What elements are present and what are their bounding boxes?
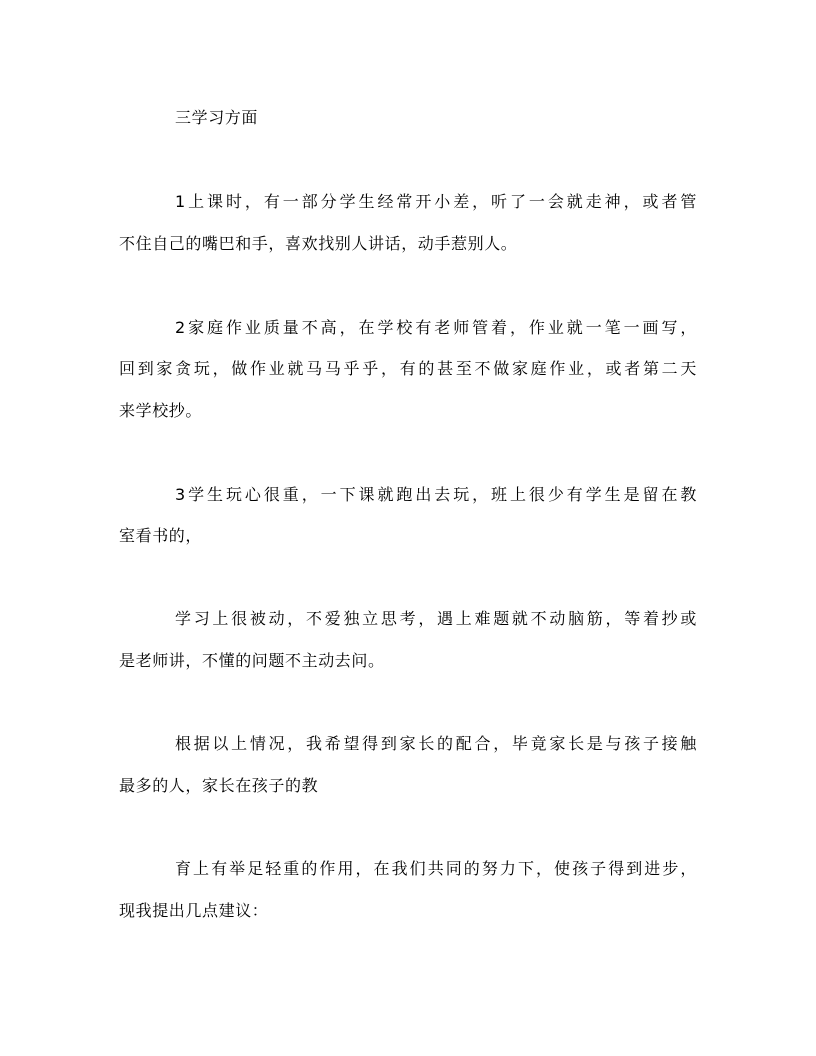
paragraph-5-line-2: 最多的人，家长在孩子的教 — [119, 776, 319, 795]
paragraph-4-line-2: 是老师讲，不懂的问题不主动去问。 — [119, 651, 385, 670]
paragraph-1-line-1: 1上课时，有一部分学生经常开小差，听了一会就走神，或者管 — [175, 192, 697, 211]
paragraph-2-line-3: 来学校抄。 — [119, 401, 203, 420]
paragraph-3-line-1: 3学生玩心很重，一下课就跑出去玩，班上很少有学生是留在教 — [175, 485, 697, 504]
section-heading: 三学习方面 — [175, 108, 259, 127]
paragraph-6-line-2: 现我提出几点建议： — [119, 901, 269, 920]
paragraph-6-line-1: 育上有举足轻重的作用，在我们共同的努力下，使孩子得到进步， — [175, 859, 697, 878]
paragraph-5-line-1: 根据以上情况，我希望得到家长的配合，毕竟家长是与孩子接触 — [175, 734, 697, 753]
paragraph-4-line-1: 学习上很被动，不爱独立思考，遇上难题就不动脑筋，等着抄或 — [175, 609, 697, 628]
paragraph-2-line-2: 回到家贪玩，做作业就马马乎乎，有的甚至不做家庭作业，或者第二天 — [119, 359, 697, 378]
paragraph-2-line-1: 2家庭作业质量不高，在学校有老师管着，作业就一笔一画写， — [175, 318, 697, 337]
paragraph-3-line-2: 室看书的， — [119, 526, 203, 545]
paragraph-1-line-2: 不住自己的嘴巴和手，喜欢找别人讲话，动手惹别人。 — [119, 234, 518, 253]
